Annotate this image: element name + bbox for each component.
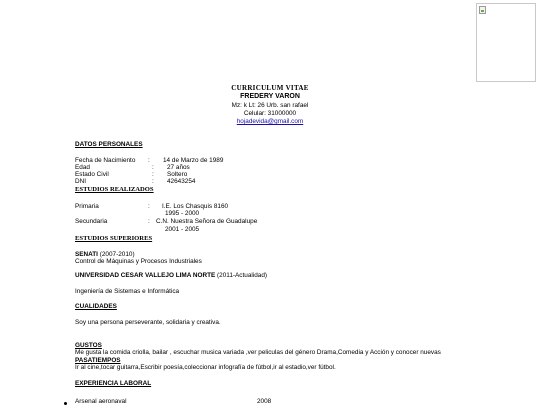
email-link[interactable]: hojadevida@gmail.com bbox=[236, 118, 304, 125]
experience-year: 2008 bbox=[257, 398, 272, 405]
study-school: I.E. Los Chasquis 8160 bbox=[162, 203, 229, 210]
section-pasatiempos: PASATIEMPOS bbox=[75, 357, 121, 364]
info-value: 14 de Marzo de 1989 bbox=[163, 157, 224, 164]
study-school: C.N. Nuestra Señora de Guadalupe bbox=[156, 218, 258, 225]
phone-line: Celular: 31000000 bbox=[243, 110, 297, 117]
section-estudios-superiores: ESTUDIOS SUPERIORES bbox=[75, 235, 153, 242]
study-label: Secundaria bbox=[75, 218, 108, 225]
broken-image-icon bbox=[479, 6, 486, 14]
info-label: Estado Civil bbox=[75, 171, 109, 178]
info-value: Soltero bbox=[167, 171, 188, 178]
email-line bbox=[0, 118, 540, 125]
cv-title: CURRICULUM VITAE bbox=[231, 84, 309, 92]
gustos-text: Me gusta la comida criolla, bailar , escuchar musica variada ,ver peliculas del género Drama,Comedia y Acción y conocer nuevas bbox=[75, 349, 441, 356]
info-value: 42643254 bbox=[167, 178, 196, 185]
info-label: DNI bbox=[75, 178, 87, 185]
study-label: Primaria bbox=[75, 203, 99, 210]
study-separator: : bbox=[148, 203, 150, 210]
section-estudios-realizados: ESTUDIOS REALIZADOS bbox=[75, 186, 154, 193]
info-label: Fecha de Nacimiento bbox=[75, 157, 136, 164]
info-separator: : bbox=[148, 157, 150, 164]
section-gustos: GUSTOS bbox=[75, 342, 102, 349]
address-line: Mz: k Lt: 26 Urb. san rafael bbox=[231, 102, 309, 109]
section-datos-personales: DATOS PERSONALES bbox=[75, 141, 143, 148]
cualidades-text: Soy una persona perseverante, solidaria y creativa. bbox=[75, 319, 221, 326]
info-separator: : bbox=[152, 164, 154, 171]
institution-name: UNIVERSIDAD CESAR VALLEJO LIMA NORTE bbox=[75, 272, 216, 279]
institution-name: SENATI bbox=[75, 251, 98, 258]
info-label: Edad bbox=[75, 164, 90, 171]
study-years: 1995 - 2000 bbox=[165, 210, 200, 217]
experience-company: Arsenal aeronaval bbox=[75, 398, 127, 405]
pasatiempos-text: Ir al cine,tocar guitarra,Escribir poesía,coleccionar infografía de fútbol,ir al estadio,ver fútbol. bbox=[75, 364, 336, 371]
info-separator: : bbox=[152, 178, 154, 185]
ucv-line bbox=[75, 272, 267, 279]
institution-years: (2007-2010) bbox=[99, 251, 135, 258]
person-name: FREDERY VARON bbox=[240, 93, 300, 100]
profile-photo-placeholder bbox=[476, 3, 536, 82]
ucv-career: Ingeniería de Sistemas e Informática bbox=[75, 288, 180, 295]
study-separator: : bbox=[148, 218, 150, 225]
info-value: 27 años bbox=[167, 164, 190, 171]
info-separator: : bbox=[152, 171, 154, 178]
section-experiencia-laboral: EXPERIENCIA LABORAL bbox=[75, 380, 152, 387]
institution-years: (2011-Actualidad) bbox=[217, 272, 268, 279]
section-cualidades: CUALIDADES bbox=[75, 303, 117, 310]
senati-career: Control de Máquinas y Procesos Industriales bbox=[75, 258, 202, 265]
study-years: 2001 - 2005 bbox=[165, 226, 200, 233]
